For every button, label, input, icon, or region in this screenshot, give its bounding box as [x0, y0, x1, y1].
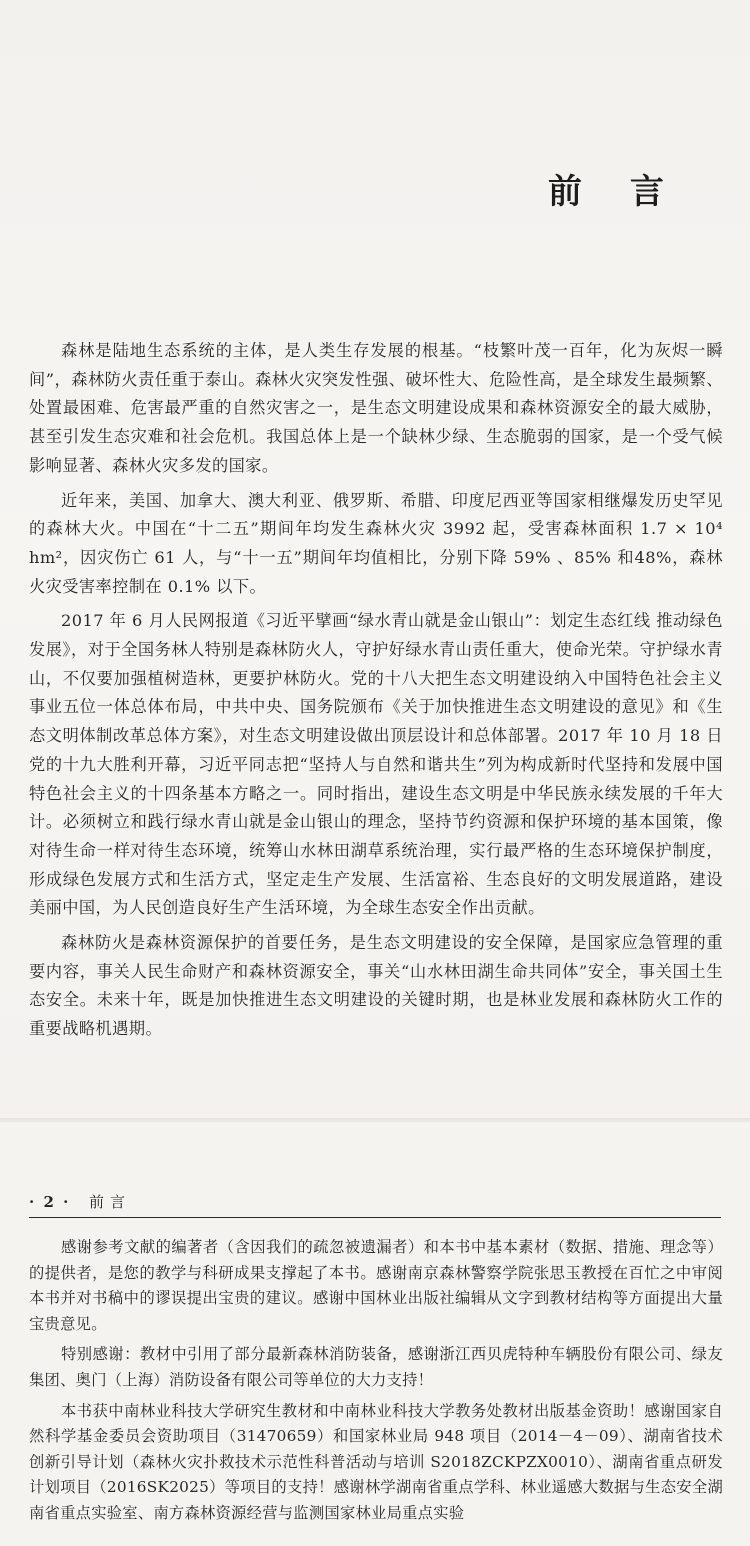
acknowledgements-body [29, 1235, 723, 1532]
paragraph: 森林防火是森林资源保护的首要任务，是生态文明建设的安全保障，是国家应急管理的重要内容，事关人民生命财产和森林资源安全，事关“山水林田湖生命共同体”安全，事关国土生态安全。未来十年，既是加快推进生态文明建设的关键时期，也是林业发展和森林防火工作的重要战略机遇期。 [29, 933, 723, 1039]
chapter-title: 前 言 [548, 172, 682, 212]
paragraph: 森林是陆地生态系统的主体，是人类生存发展的根基。“枝繁叶茂一百年，化为灰烬一瞬间”，森林防火责任重于泰山。森林火灾突发性强、破坏性大、危险性高，是全球发生最频繁、处置最困难、危害最严重的自然灾害之一，是生态文明建设成果和森林资源安全的最大威胁，甚至引发生态灾难和社会危机。我国总体上是一个缺林少绿、生态脆弱的国家，是一个受气候影响显著、森林火灾多发的国家。 [29, 341, 723, 475]
page-number: · 2 · [29, 1193, 71, 1211]
paragraph: 本书获中南林业科技大学研究生教材和中南林业科技大学教务处教材出版基金资助！感谢国家自然科学基金委员会资助项目（31470659）和国家林业局 948 项目（2014－4－09）、湖南省技术创新引导计划（森林火灾扑救技术示范性科普活动与培训 S2018ZCKPZX0010）、湖南省重点研发计划项目（2016SK2025）等项目的支持！感谢林学湖南省重点学科、林业遥感大数据与生态安全湖南省重点实验室、南方森林资源经营与监测国家林业局重点实验 [29, 1401, 723, 1522]
paragraph: 近年来，美国、加拿大、澳大利亚、俄罗斯、希腊、印度尼西亚等国家相继爆发历史罕见的森林大火。中国在“十二五”期间年均发生森林火灾 3992 起，受害森林面积 1.7 × 10⁴ hm²，因灾伤亡 61 人，与“十一五”期间年均值相比，分别下降 59% 、85% 和48%，森林火灾受害率控制在 0.1% 以下。 [29, 490, 723, 596]
header-rule [29, 1217, 721, 1218]
paragraph: 2017 年 6 月人民网报道《习近平擘画“绿水青山就是金山银山”：划定生态红线 推动绿色发展》，对于全国务林人特别是森林防火人，守护好绿水青山责任重大，使命光荣。守护绿水青山，不仅要加强植树造林，更要护林防火。党的十八大把生态文明建设纳入中国特色社会主义事业五位一体总体布局，中共中央、国务院颁布《关于加快推进生态文明建设的意见》和《生态文明体制改革总体方案》，对生态文明建设做出顶层设计和总体部署。2017 年 10 月 18 日党的十九大胜利开幕，习近平同志把“坚持人与自然和谐共生”列为构成新时代坚持和发展中国特色社会主义的十四条基本方略之一。同时指出，建设生态文明是中华民族永续发展的千年大计。必须树立和践行绿水青山就是金山银山的理念，坚持节约资源和保护环境的基本国策，像对待生命一样对待生态环境，统筹山水林田湖草系统治理，实行最严格的生态环境保护制度，形成绿色发展方式和生活方式，坚定走生产发展、生活富裕、生态良好的文明发展道路，建设美丽中国，为人民创造良好生产生活环境，为全球生态安全作出贡献。 [29, 611, 723, 918]
paragraph: 特别感谢：教材中引用了部分最新森林消防装备，感谢浙江西贝虎特种车辆股份有限公司、绿友集团、奥门（上海）消防设备有限公司等单位的大力支持！ [29, 1345, 723, 1389]
running-header [29, 1188, 723, 1216]
running-title: 前言 [89, 1193, 132, 1211]
preface-body [29, 337, 723, 1050]
paragraph: 感谢参考文献的编著者（含因我们的疏忽被遗漏者）和本书中基本素材（数据、措施、理念等）的提供者，是您的教学与科研成果支撑起了本书。感谢南京森林警察学院张思玉教授在百忙之中审阅本书并对书稿中的谬误提出宝贵的建议。感谢中国林业出版社编辑从文字到教材结构等方面提出大量宝贵意见。 [29, 1238, 723, 1333]
